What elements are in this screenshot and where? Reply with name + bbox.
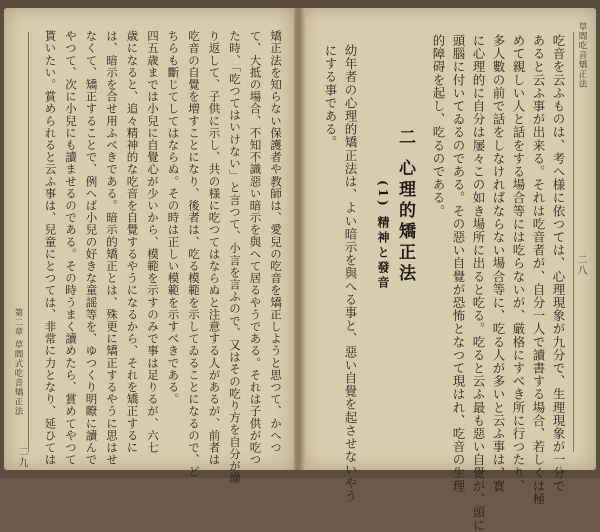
- text-line: 頭腦に付いてゐるのである。その惡い自覺が恐怖となつて現はれ、吃音の生理: [451, 34, 466, 493]
- page-number: 二八: [575, 254, 586, 276]
- text-line: にする事である。: [323, 44, 338, 149]
- text-line: めて親しい人と話をする場合等には吃らないが、厳格にすべき所に行つたり、: [511, 34, 526, 493]
- subsection-heading: (1) 精神と發音: [376, 180, 390, 291]
- text-line: なくて、矯正することで、例へば小兒の好きな童謡等を、ゆつくり明瞭に讀んで: [84, 30, 99, 466]
- text-line: 矯正法を知らない保護者や教師は、愛兒の吃音を矯正しようと思つて、かへつ: [269, 30, 283, 454]
- section-heading: 二 心理的矯正法: [395, 128, 415, 285]
- text-line: た時、「吃つてはいけない」と言つて、小言を言ふので、又はその吃り方を自分が繰: [228, 30, 242, 485]
- header-rule: [573, 32, 574, 452]
- footer-rule: [28, 32, 29, 452]
- text-line: に心理的に自分は屡々この如き場所に出ると吃る。吃ると云ふ最も惡い自覺が、頭に: [471, 34, 486, 532]
- body-text-bottom: [320, 44, 360, 503]
- text-line: あると云ふ事が出来る。それは吃音者が、自分一人で讀書する場合、若しくは極: [531, 34, 546, 506]
- running-header: 草間吃音矯正法: [577, 22, 587, 89]
- left-page: [4, 8, 294, 485]
- text-line: 四五歳までは小兒に自覺心が少いから、模範を示すのみで事は足りるが、六七: [146, 30, 160, 454]
- text-line: 吃音の自覺を増すことになり、後者は、吃る模範を示してゐることになるので、ど: [187, 30, 201, 478]
- body-text: [36, 30, 286, 485]
- page-number: 二九: [16, 446, 27, 468]
- text-line: 貰いたい。賞められると云ふ事は、兒童にとつては、非常に力となり、延ひては: [43, 30, 58, 466]
- text-line: ちらも斷じてしてはならぬ。その時は正しい模範を示すべきである。: [166, 30, 181, 406]
- text-line: り返して、子供に示し、共の様に吃つてはならぬと注意する人があるが、前者は: [207, 30, 222, 466]
- text-line: は、暗示を合せ用ふべきである。暗示的矯正とは、殊更に矯正するやうに思はせ: [105, 30, 119, 466]
- text-line: 多人數の前で話をしなければならない場合等に、吃る人が多いと云ふ事は、實: [491, 34, 506, 493]
- right-page: [302, 8, 596, 532]
- running-header: 第二章 草間式吃音矯正法: [13, 308, 23, 417]
- text-line: 的障碍を起し、吃るのである。: [431, 34, 446, 218]
- text-line: 歳になると、追々精神的な吃音を自覺するやうになるから、それを矯正するに: [125, 30, 140, 454]
- text-line: て、大抵の場合、不知不識惡い暗示を與へて居るやうである。それは子供が吃つ: [248, 30, 263, 466]
- text-line: やつて、次に小兒にも讀ませるのである。その時うまく讀めたら、賞めてやつて: [64, 30, 78, 466]
- text-line: 幼年者の心理的矯正法は、よい暗示を與へる事と、惡い自覺を起させないやう: [343, 44, 358, 503]
- body-text-top: [428, 34, 568, 532]
- text-line: 吃音を云ふものは、考へ様に依つては、心理現象が九分で、生理現象が一分で: [551, 34, 566, 493]
